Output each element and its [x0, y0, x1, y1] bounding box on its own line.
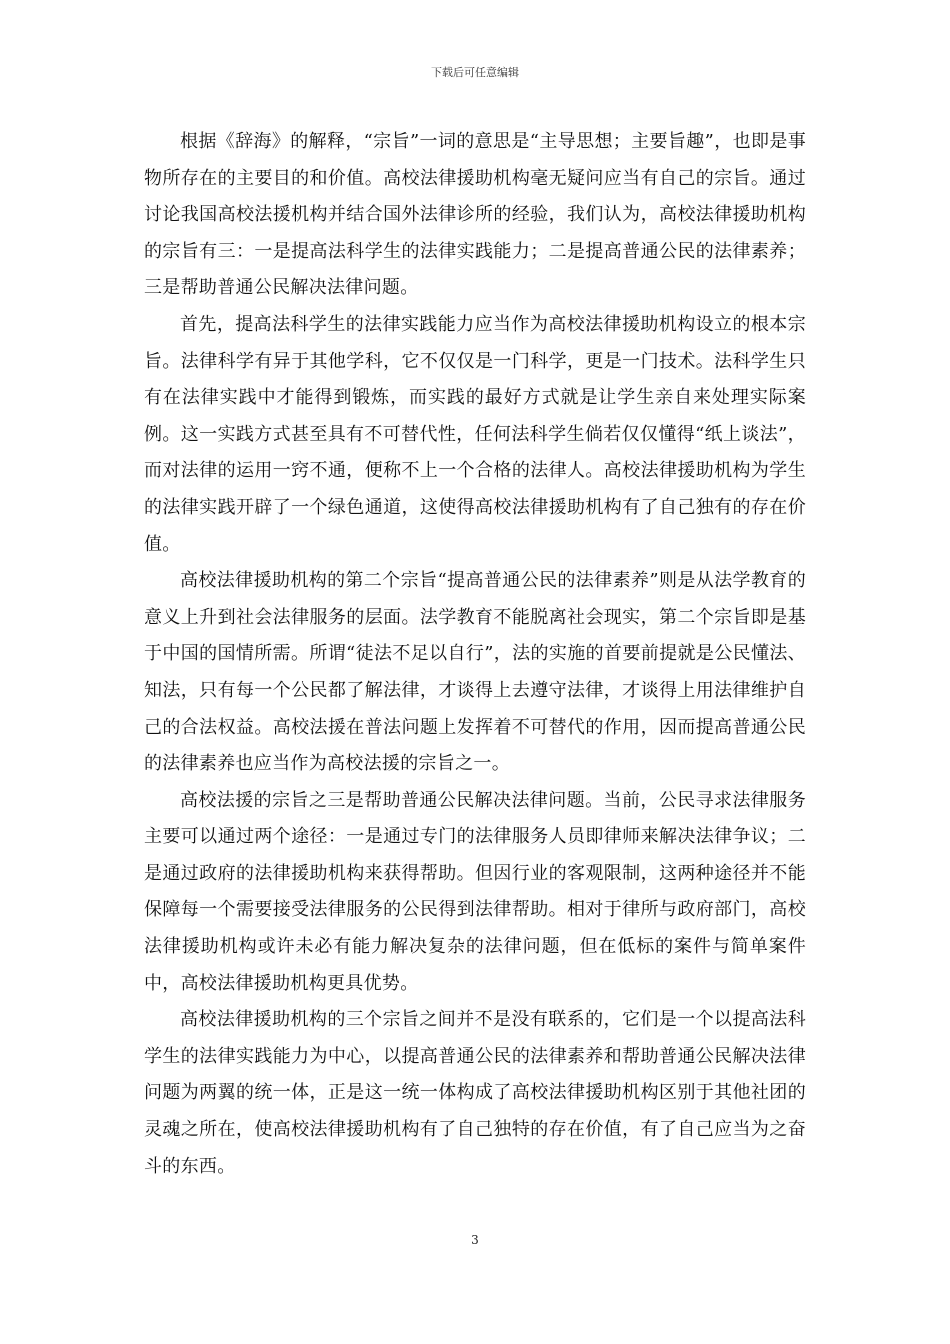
- paragraph-4: 高校法援的宗旨之三是帮助普通公民解决法律问题。当前，公民寻求法律服务主要可以通过两个途径：一是通过专门的法律服务人员即律师来解决法律争议；二是通过政府的法律援助机构来获得帮助。但因行业的客观限制，这两种途径并不能保障每一个需要接受法律服务的公民得到法律帮助。相对于律所与政府部门，高校法律援助机构或许未必有能力解决复杂的法律问题，但在低标的案件与简单案件中，高校法律援助机构更具优势。: [144, 789, 806, 994]
- page-header: 下载后可任意编辑: [431, 66, 519, 79]
- page-number: 3: [471, 1233, 479, 1247]
- paragraph-2: 首先，提高法科学生的法律实践能力应当作为高校法律援助机构设立的根本宗旨。法律科学有异于其他学科，它不仅仅是一门科学，更是一门技术。法科学生只有在法律实践中才能得到锻炼，而实践的最好方式就是让学生亲自来处理实际案例。这一实践方式甚至具有不可替代性，任何法科学生倘若仅仅懂得“纸上谈法”，而对法律的运用一窍不通，便称不上一个合格的法律人。高校法律援助机构为学生的法律实践开辟了一个绿色通道，这使得高校法律援助机构有了自己独有的存在价值。: [144, 313, 806, 555]
- paragraph-3: 高校法律援助机构的第二个宗旨“提高普通公民的法律素养”则是从法学教育的意义上升到社会法律服务的层面。法学教育不能脱离社会现实，第二个宗旨即是基于中国的国情所需。所谓“徒法不足以自行”，法的实施的首要前提就是公民懂法、知法，只有每一个公民都了解法律，才谈得上去遵守法律，才谈得上用法律维护自己的合法权益。高校法援在普法问题上发挥着不可替代的作用，因而提高普通公民的法律素养也应当作为高校法援的宗旨之一。: [144, 570, 806, 775]
- paragraph-5: 高校法律援助机构的三个宗旨之间并不是没有联系的，它们是一个以提高法科学生的法律实践能力为中心，以提高普通公民的法律素养和帮助普通公民解决法律问题为两翼的统一体，正是这一统一体构成了高校法律援助机构区别于其他社团的灵魂之所在，使高校法律援助机构有了自己独特的存在价值，有了自己应当为之奋斗的东西。: [144, 1009, 806, 1177]
- document-body: [144, 124, 806, 1185]
- paragraph-1: 根据《辞海》的解释，“宗旨”一词的意思是“主导思想；主要旨趣”，也即是事物所存在的主要目的和价值。高校法律援助机构毫无疑问应当有自己的宗旨。通过讨论我国高校法援机构并结合国外法律诊所的经验，我们认为，高校法律援助机构的宗旨有三：一是提高法科学生的法律实践能力；二是提高普通公民的法律素养；三是帮助普通公民解决法律问题。: [144, 131, 806, 299]
